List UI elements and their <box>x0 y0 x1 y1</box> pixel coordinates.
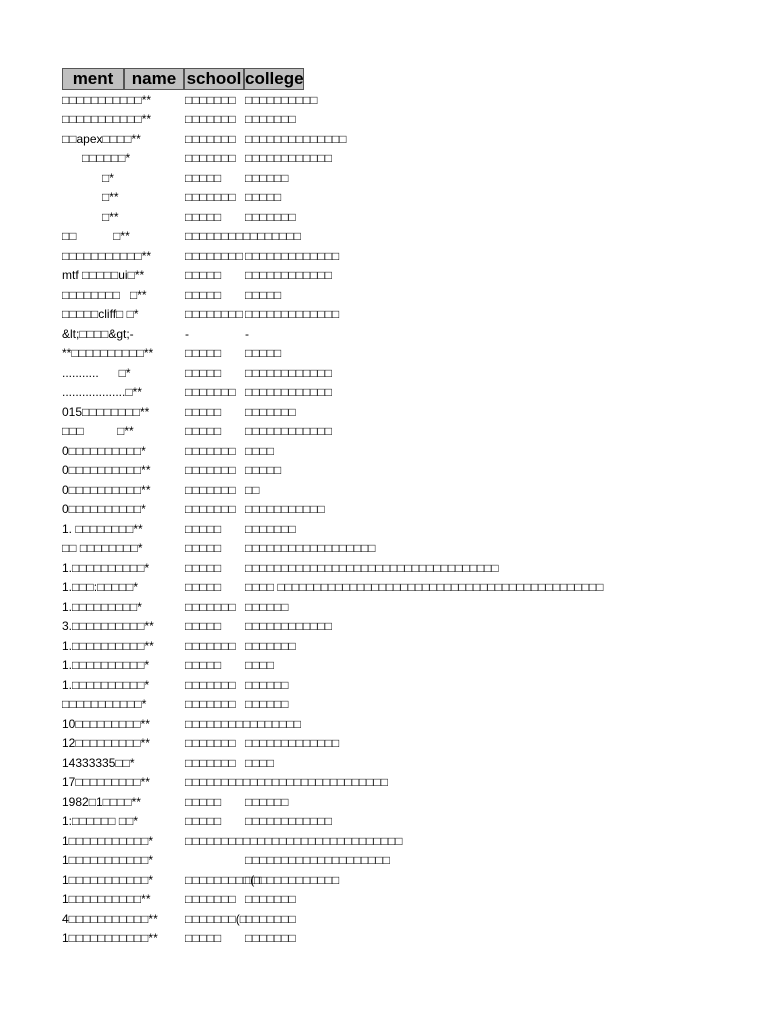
cell-ment-name[interactable]: 1:□□□□□□ □□* <box>62 814 138 829</box>
cell-college[interactable]: □□□□□□ <box>245 697 289 712</box>
table-row <box>62 597 585 617</box>
cell-college[interactable]: □□□□□□□ <box>245 209 296 224</box>
cell-college[interactable]: □□ <box>245 482 260 497</box>
cell-school[interactable]: □□□□□□□ <box>185 697 236 712</box>
cell-ment-name[interactable]: □□□□□□□□□□□** <box>62 248 152 263</box>
cell-college[interactable]: □□□□□□ <box>245 599 289 614</box>
cell-school[interactable]: □□□□□□□ <box>185 892 236 907</box>
cell-college[interactable]: □□□□□□□ <box>245 911 296 926</box>
table-row <box>62 636 585 656</box>
cell-school[interactable]: □□□□□ <box>185 365 222 380</box>
cell-ment-name[interactable]: 0□□□□□□□□□□* <box>62 502 146 517</box>
cell-college[interactable]: □□□□□ <box>245 346 282 361</box>
cell-college[interactable]: □□□□ <box>245 443 274 458</box>
cell-school[interactable]: □□□□□ <box>185 346 222 361</box>
cell-ment-name[interactable]: ...................□** <box>62 385 142 400</box>
cell-college[interactable]: □□□□□□ <box>245 677 289 692</box>
cell-ment-name[interactable]: 14333335□□* <box>62 755 135 770</box>
cell-college[interactable]: □□□□□□□□□□□□ <box>245 151 332 166</box>
table-row <box>62 792 585 812</box>
cell-college[interactable]: □□□□□□□□□□□□□□ <box>245 131 347 146</box>
table-row <box>62 441 585 461</box>
cell-college[interactable]: □□□□□□□□□□□□□□□□□□ <box>245 541 376 556</box>
cell-college[interactable]: □□□□□ <box>245 287 282 302</box>
cell-school[interactable]: □□□□□□□ <box>185 502 236 517</box>
table-row <box>62 734 585 754</box>
cell-ment-name[interactable]: 0□□□□□□□□□□** <box>62 463 151 478</box>
table-row <box>62 890 585 910</box>
cell-ment-name[interactable]: ........... □* <box>62 365 131 380</box>
cell-ment-name[interactable]: □□□□□□* <box>62 151 131 166</box>
table-row <box>62 909 585 929</box>
table-row <box>62 812 585 832</box>
cell-school[interactable]: □□□□□□□ <box>185 131 236 146</box>
table-row <box>62 285 585 305</box>
cell-school[interactable]: □□□□□□□□ <box>185 307 243 322</box>
cell-ment-name[interactable]: 1.□□□□□□□□□□* <box>62 677 150 692</box>
cell-school[interactable]: □□□□□□□ <box>185 190 236 205</box>
table-row <box>62 168 585 188</box>
cell-ment-name[interactable]: □□□□□□□□□□□** <box>62 112 152 127</box>
cell-college[interactable]: □□□□ □□□□□□□□□□□□□□□□□□□□□□□□□□□□□□□□□□□□□□□□□□□□□ <box>245 580 604 595</box>
table-row <box>62 675 585 695</box>
cell-college[interactable]: □□□□□□□□□□□□□ <box>245 872 340 887</box>
cell-school[interactable]: □□□□□□□ <box>185 736 236 751</box>
header-school[interactable] <box>184 68 244 90</box>
cell-ment-name[interactable]: □□□□□□□□□□□** <box>62 92 152 107</box>
cell-college[interactable]: - <box>245 326 249 341</box>
cell-school[interactable]: □□□□□ <box>185 424 222 439</box>
cell-ment-name[interactable]: □* <box>62 170 114 185</box>
cell-college[interactable]: □□□□□□□□□□□□ <box>245 365 332 380</box>
table-row <box>62 929 585 949</box>
header-ment[interactable]: ment <box>62 68 124 90</box>
table-row <box>62 149 585 169</box>
cell-ment-name[interactable]: 1.□□□□□□□□□□** <box>62 638 154 653</box>
cell-ment-name[interactable]: 1□□□□□□□□□□□** <box>62 931 158 946</box>
cell-ment-name[interactable]: 1□□□□□□□□□□□* <box>62 833 154 848</box>
cell-college[interactable]: □□□□□□□□□□□□□ <box>245 736 340 751</box>
cell-college[interactable]: □□□□□□□ <box>245 892 296 907</box>
cell-college[interactable]: □□□□□□□□□□□□ <box>245 814 332 829</box>
cell-school[interactable]: □□□□□ <box>185 560 222 575</box>
cell-ment-name[interactable]: 10□□□□□□□□□** <box>62 716 150 731</box>
cell-school[interactable]: □□□□□ <box>185 404 222 419</box>
cell-school[interactable]: □□□□□□□ <box>185 92 236 107</box>
cell-school[interactable]: □□□□□ <box>185 209 222 224</box>
table-row <box>62 851 585 871</box>
cell-ment-name[interactable]: 1□□□□□□□□□□□* <box>62 872 154 887</box>
cell-ment-name[interactable]: □** <box>62 190 119 205</box>
cell-college[interactable]: □□□□ <box>245 755 274 770</box>
cell-ment-name[interactable]: □□ □□□□□□□□* <box>62 541 143 556</box>
table-row <box>62 519 585 539</box>
table-row <box>62 753 585 773</box>
cell-school[interactable]: □□□□□ <box>185 521 222 536</box>
table-body <box>62 90 604 948</box>
cell-ment-name[interactable]: 1.□□□□□□□□□* <box>62 599 142 614</box>
cell-school[interactable]: □□□□□ <box>185 794 222 809</box>
cell-school[interactable]: □□□□□ <box>185 658 222 673</box>
cell-college[interactable]: □□□□□□□ <box>245 112 296 127</box>
cell-ment-name[interactable]: □□□□□□□□□□□* <box>62 697 147 712</box>
cell-ment-name[interactable]: 17□□□□□□□□□** <box>62 775 150 790</box>
cell-college[interactable]: □□□□□□□□□□□□□ <box>245 307 340 322</box>
cell-school[interactable]: □□□□□ <box>185 619 222 634</box>
cell-college[interactable]: □□□□□□□ <box>245 521 296 536</box>
header-name[interactable]: name <box>124 68 184 90</box>
cell-college[interactable]: □□□□□□□ <box>245 931 296 946</box>
cell-ment-name[interactable]: 1.□□□□□□□□□□* <box>62 658 150 673</box>
cell-college[interactable]: □□□□□□□□□□□□□□□□□□□□ <box>245 853 390 868</box>
table-row <box>62 227 585 247</box>
cell-ment-name[interactable]: 1□□□□□□□□□□** <box>62 892 151 907</box>
header-school-label: school <box>186 69 242 88</box>
cell-school[interactable]: □□□□□□□ <box>185 385 236 400</box>
table-row <box>62 773 585 793</box>
cell-ment-name[interactable]: 0□□□□□□□□□□** <box>62 482 151 497</box>
cell-college[interactable]: □□□□□□□ <box>245 638 296 653</box>
cell-college[interactable]: □□□□□□□□□□□□□□□□□□□□□□□□□□□□□□□□□□□ <box>245 560 499 575</box>
cell-school[interactable]: □□□□□ <box>185 931 222 946</box>
cell-school[interactable]: □□□□□□□□□(□ <box>185 872 262 887</box>
table-row <box>62 402 585 422</box>
cell-ment-name[interactable]: □□ □** <box>62 229 130 244</box>
cell-school[interactable]: □□□□□□□□□□□□□□□□□□□□□□□□□□□□ <box>185 775 388 790</box>
cell-school[interactable]: □□□□□ <box>185 268 222 283</box>
table-row <box>62 422 585 442</box>
cell-school[interactable]: - <box>185 326 189 341</box>
cell-ment-name[interactable]: 4□□□□□□□□□□□** <box>62 911 158 926</box>
table-row <box>62 558 585 578</box>
table-row <box>62 500 585 520</box>
cell-college[interactable]: □□□□□□ <box>245 794 289 809</box>
table-row <box>62 305 585 325</box>
table-row <box>62 246 585 266</box>
cell-ment-name[interactable]: 1.□□□:□□□□□* <box>62 580 138 595</box>
table-row <box>62 695 585 715</box>
table-row <box>62 539 585 559</box>
cell-school[interactable]: □□□□□□□ <box>185 463 236 478</box>
cell-school[interactable]: □□□□□ <box>185 580 222 595</box>
table-row <box>62 344 585 364</box>
cell-ment-name[interactable]: 1. □□□□□□□□** <box>62 521 143 536</box>
table-row <box>62 90 585 110</box>
cell-college[interactable]: □□□□□□□□□□□□ <box>245 424 332 439</box>
cell-school[interactable]: □□□□□□□ <box>185 112 236 127</box>
table-row <box>62 266 585 286</box>
table-row <box>62 363 585 383</box>
table-row <box>62 617 585 637</box>
cell-ment-name[interactable]: □□□ □** <box>62 424 134 439</box>
cell-school[interactable]: □□□□□□□□□□□□□□□□□□□□□□□□□□□□□□ <box>185 833 403 848</box>
cell-college[interactable]: □□□□□□□□□□□□ <box>245 268 332 283</box>
table-row <box>62 207 585 227</box>
cell-ment-name[interactable]: 1□□□□□□□□□□□* <box>62 853 154 868</box>
cell-school[interactable]: □□□□□□□ <box>185 443 236 458</box>
table-row <box>62 578 604 598</box>
cell-ment-name[interactable]: 12□□□□□□□□□** <box>62 736 150 751</box>
cell-ment-name[interactable]: 1982□1□□□□** <box>62 794 141 809</box>
table-row <box>62 461 585 481</box>
table-row <box>62 110 585 130</box>
cell-school[interactable]: □□□□□□□□□□□□□□□□ <box>185 716 301 731</box>
cell-ment-name[interactable]: □□□□□cliff□ □* <box>62 307 139 322</box>
table-row <box>62 383 585 403</box>
cell-school[interactable]: □□□□□ <box>185 287 222 302</box>
cell-school[interactable]: □□□□□ <box>185 541 222 556</box>
cell-ment-name[interactable]: &lt;□□□□&gt;- <box>62 326 134 341</box>
cell-college[interactable]: □□□□□□□□□□ <box>245 92 318 107</box>
cell-college[interactable]: □□□□□□□□□□□ <box>245 502 325 517</box>
cell-school[interactable]: □□□□□□□□ <box>185 248 243 263</box>
cell-school[interactable]: □□□□□□□ <box>185 677 236 692</box>
cell-school[interactable]: □□□□□□□□□□□□□□□□ <box>185 229 301 244</box>
table-row <box>62 129 585 149</box>
cell-school[interactable]: □□□□□□□ <box>185 151 236 166</box>
cell-school[interactable]: □□□□□ <box>185 814 222 829</box>
table-row <box>62 870 585 890</box>
cell-ment-name[interactable]: 3.□□□□□□□□□□** <box>62 619 154 634</box>
cell-ment-name[interactable]: □□apex□□□□** <box>62 131 141 146</box>
cell-ment-name[interactable]: mtf □□□□□ui□** <box>62 268 145 283</box>
header-college-label: college <box>245 69 304 88</box>
cell-school[interactable]: □□□□□□□ <box>185 638 236 653</box>
table-row <box>62 324 585 344</box>
cell-school[interactable]: □□□□□□□ <box>185 755 236 770</box>
cell-college[interactable]: □□□□□□ <box>245 170 289 185</box>
table-row <box>62 831 585 851</box>
table-row <box>62 714 585 734</box>
cell-college[interactable]: □□□□□□□ <box>245 404 296 419</box>
cell-ment-name[interactable]: □□□□□□□□ □** <box>62 287 147 302</box>
cell-college[interactable]: □□□□□ <box>245 190 282 205</box>
cell-ment-name[interactable]: □** <box>62 209 119 224</box>
cell-ment-name[interactable]: 1.□□□□□□□□□□* <box>62 560 150 575</box>
table-row <box>62 188 585 208</box>
cell-school[interactable]: □□□□□□□ <box>185 599 236 614</box>
cell-college[interactable]: □□□□□□□□□□□□□ <box>245 248 340 263</box>
cell-ment-name[interactable]: 015□□□□□□□□** <box>62 404 150 419</box>
cell-college[interactable]: □□□□□ <box>245 463 282 478</box>
cell-college[interactable]: □□□□ <box>245 658 274 673</box>
header-row <box>62 58 585 90</box>
cell-ment-name[interactable]: **□□□□□□□□□□** <box>62 346 154 361</box>
cell-school[interactable]: □□□□□ <box>185 170 222 185</box>
spreadsheet <box>62 58 604 948</box>
header-college[interactable] <box>244 68 304 90</box>
cell-school[interactable]: □□□□□□□ <box>185 482 236 497</box>
cell-college[interactable]: □□□□□□□□□□□□ <box>245 619 332 634</box>
cell-ment-name[interactable]: 0□□□□□□□□□□* <box>62 443 146 458</box>
cell-college[interactable]: □□□□□□□□□□□□ <box>245 385 332 400</box>
table-row <box>62 480 585 500</box>
table-row <box>62 656 585 676</box>
cell-school[interactable]: □□□□□□□(□ <box>185 911 247 926</box>
